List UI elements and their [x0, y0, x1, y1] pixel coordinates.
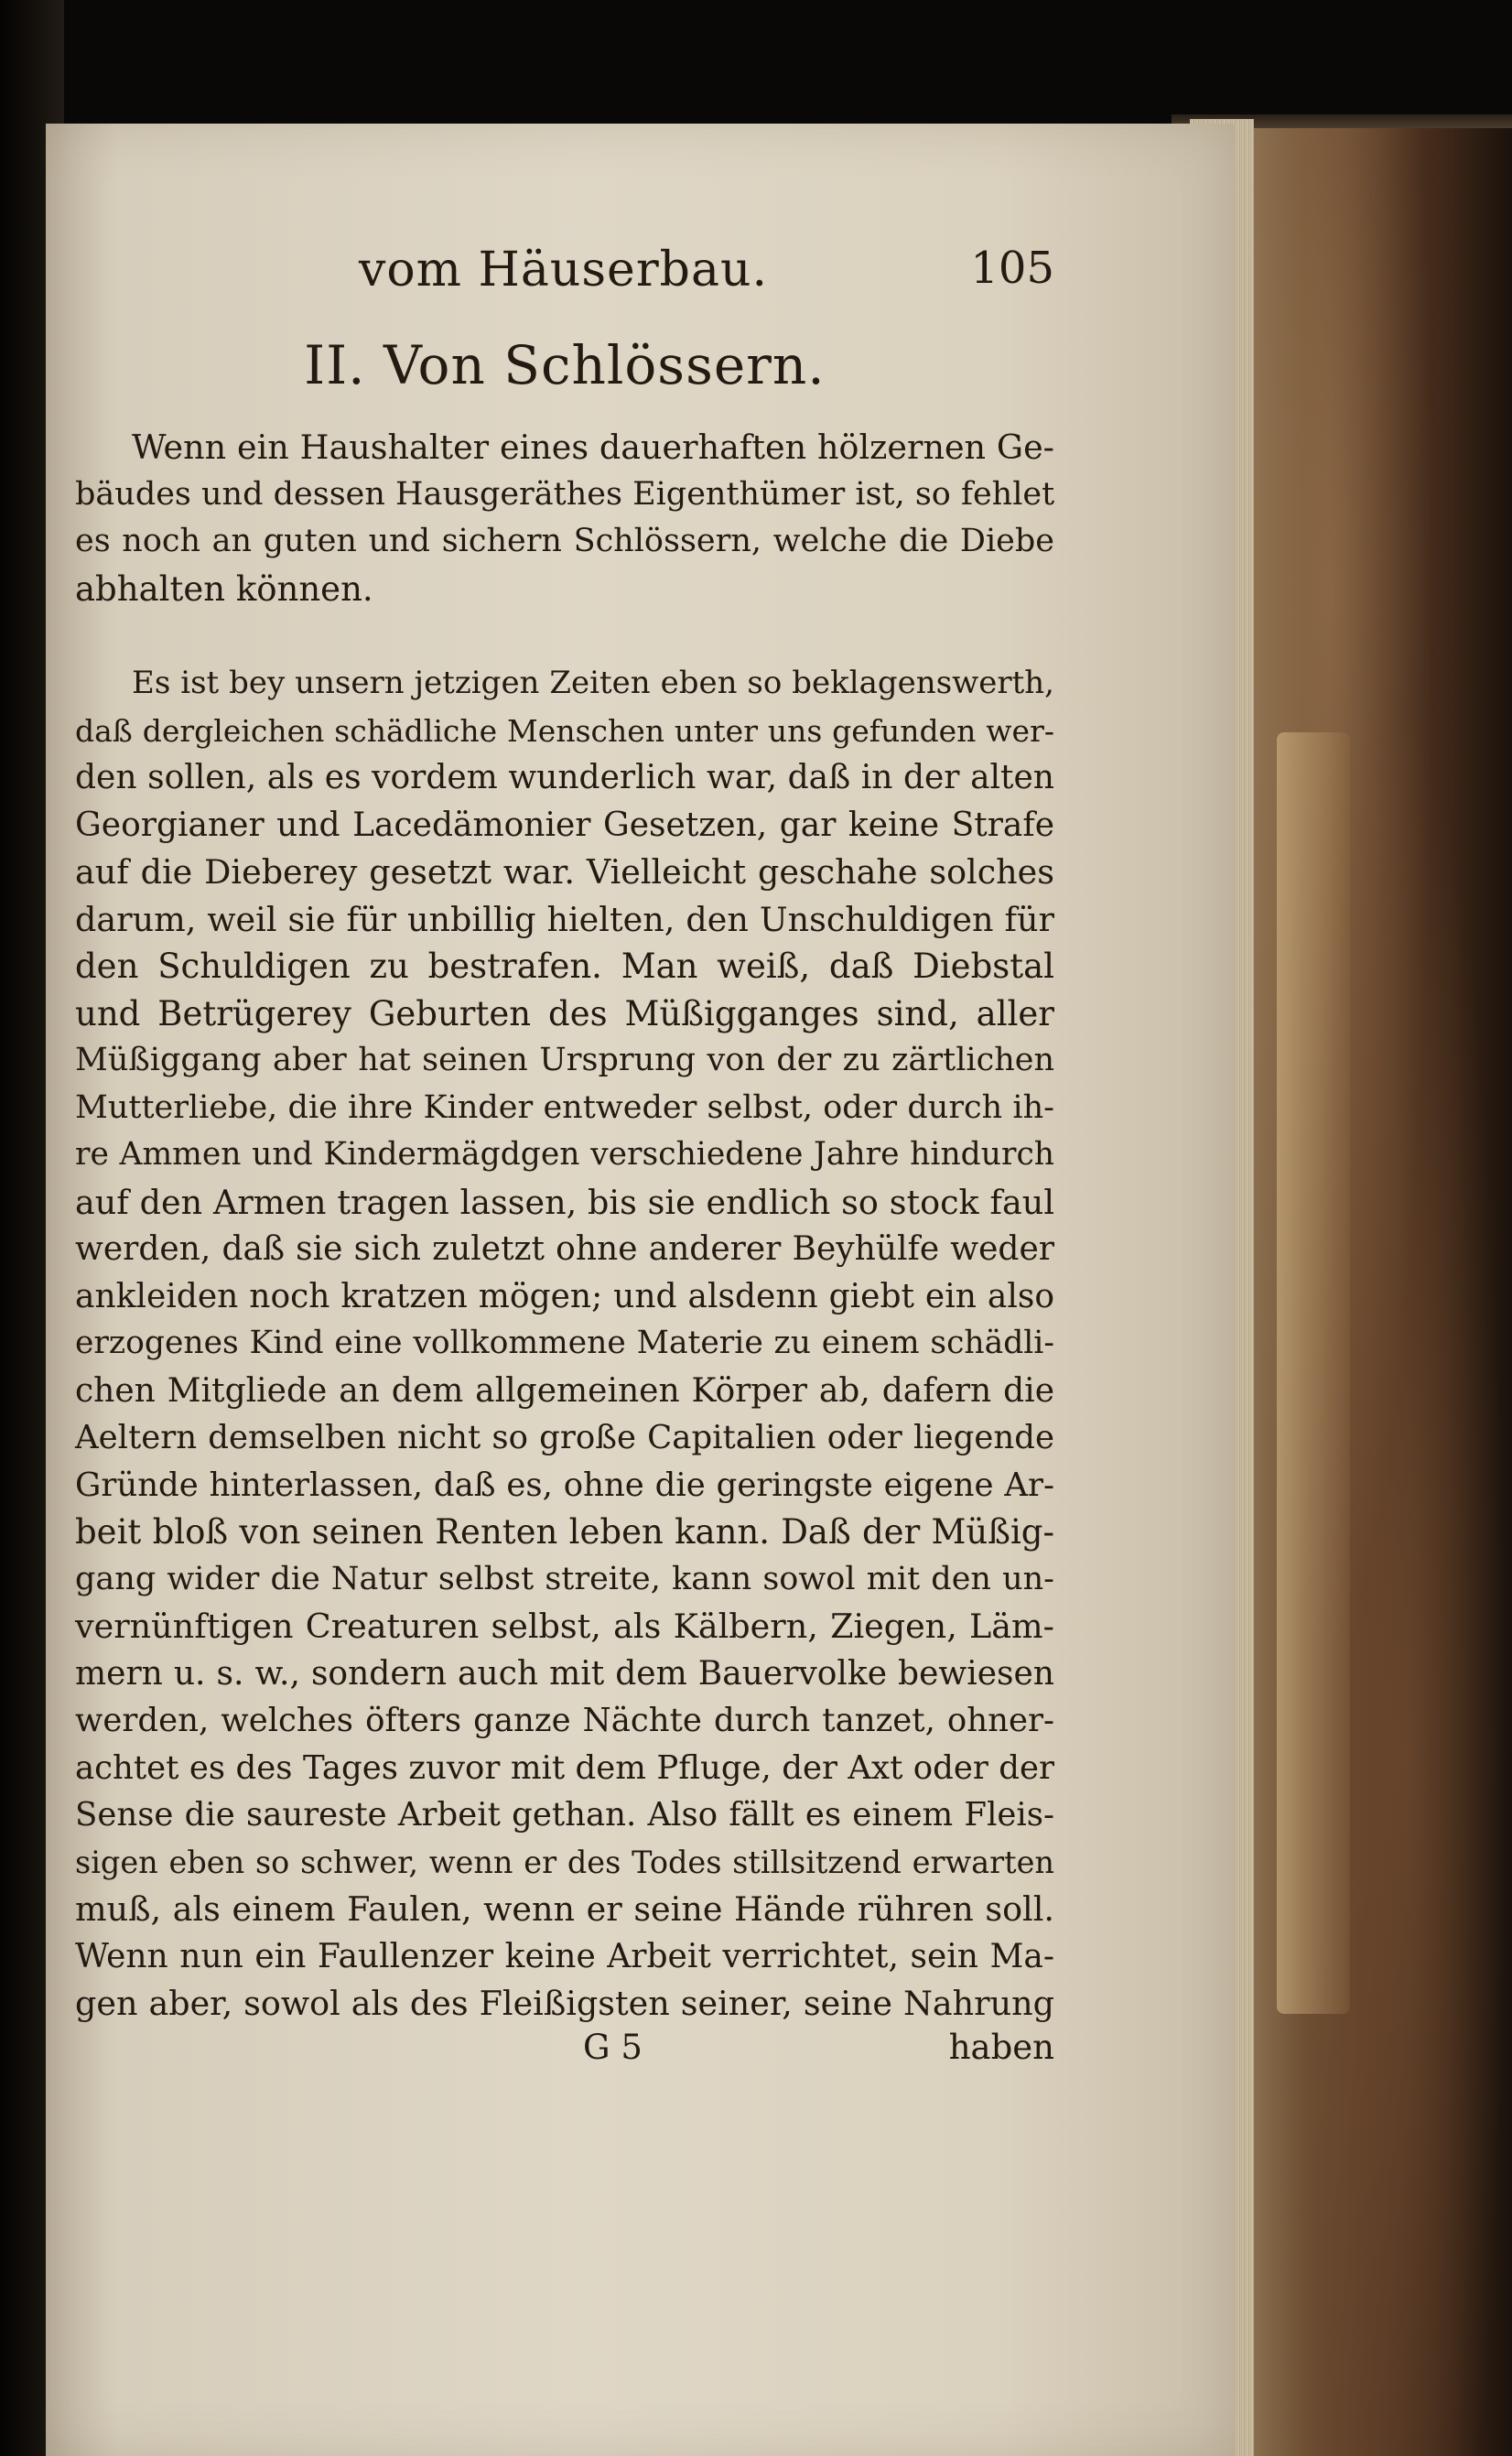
paragraph-1: [75, 424, 1054, 612]
text-line: werden, welches öfters ganze Nächte durch tanzet, ohner-: [75, 1702, 1054, 1739]
catchword: haben: [948, 2027, 1054, 2067]
paragraph-2: [75, 660, 1054, 2028]
text-line: den sollen, als es vordem wunderlich war, daß in der alten: [75, 759, 1054, 796]
text-line: daß dergleichen schädliche Menschen unter uns gefunden wer-: [75, 712, 1054, 749]
text-line: bäudes und dessen Hausgeräthes Eigenthümer ist, so fehlet: [75, 475, 1055, 513]
cover-wear: [1277, 732, 1350, 2014]
text-line: Georgianer und Lacedämonier Gesetzen, gar keine Strafe: [75, 806, 1054, 844]
running-head-title: vom Häuserbau.: [359, 243, 768, 298]
text-line: erzogenes Kind eine vollkommene Materie zu einem schädli-: [75, 1325, 1054, 1361]
text-line: den Schuldigen zu bestrafen. Man weiß, daß Diebstal: [75, 947, 1054, 986]
text-line: muß, als einem Faulen, wenn er seine Hände rühren soll.: [75, 1889, 1054, 1929]
text-line: Mutterliebe, die ihre Kinder entweder selbst, oder durch ih-: [75, 1088, 1054, 1126]
text-line: gen aber, sowol als des Fleißigsten seiner, seine Nahrung: [75, 1984, 1054, 2023]
page-number: 105: [970, 243, 1054, 294]
text-line: Wenn ein Haushalter eines dauerhaften hölzernen Ge-: [132, 427, 1054, 467]
text-line: Wenn nun ein Faullenzer keine Arbeit verrichtet, sein Ma-: [75, 1937, 1054, 1975]
text-line: chen Mitgliede an dem allgemeinen Körper ab, dafern die: [75, 1371, 1054, 1410]
text-line: achtet es des Tages zuvor mit dem Pfluge, der Axt oder der: [75, 1748, 1054, 1787]
running-head: [75, 243, 1054, 316]
text-line: werden, daß sie sich zuletzt ohne anderer Beyhülfe weder: [75, 1230, 1054, 1268]
page-footer: [75, 2028, 1054, 2078]
text-line: darum, weil sie für unbillig hielten, den Unschuldigen für: [75, 899, 1054, 939]
text-line: auf die Dieberey gesetzt war. Vielleicht geschahe solches: [75, 852, 1054, 892]
text-line: Es ist bey unsern jetzigen Zeiten eben so beklagenswerth,: [132, 665, 1054, 701]
text-line: auf den Armen tragen lassen, bis sie endlich so stock faul: [75, 1182, 1054, 1222]
text-line: gang wider die Natur selbst streite, kann sowol mit den un-: [75, 1560, 1054, 1597]
paragraph-gap: [75, 612, 1054, 660]
chapter-title: II. Von Schlössern.: [304, 334, 826, 396]
text-line: abhalten können.: [75, 568, 373, 609]
text-line: es noch an guten und sichern Schlössern, welche die Diebe: [75, 523, 1054, 559]
signature-mark: G 5: [583, 2027, 643, 2067]
text-line: Aeltern demselben nicht so große Capitalien oder liegende: [75, 1419, 1054, 1456]
text-line: re Ammen und Kindermägdgen verschiedene Jahre hindurch: [75, 1136, 1054, 1173]
text-line: beit bloß von seinen Renten leben kann. Daß der Müßig-: [75, 1512, 1054, 1552]
text-line: sigen eben so schwer, wenn er des Todes stillsitzend erwarten: [75, 1844, 1054, 1880]
text-line: mern u. s. w., sondern auch mit dem Bauervolke bewiesen: [75, 1654, 1054, 1693]
text-line: Sense die saureste Arbeit gethan. Also fällt es einem Fleis-: [75, 1796, 1054, 1834]
text-line: Müßiggang aber hat seinen Ursprung von der zu zärtlichen: [75, 1042, 1054, 1078]
text-line: Gründe hinterlassen, daß es, ohne die geringste eigene Ar-: [75, 1466, 1054, 1504]
text-line: und Betrügerey Geburten des Müßigganges sind, aller: [75, 993, 1054, 1033]
text-line: vernünftigen Creaturen selbst, als Kälbern, Ziegen, Läm-: [75, 1607, 1054, 1646]
page-text: [75, 243, 1054, 2078]
text-line: ankleiden noch kratzen mögen; und alsdenn giebt ein also: [75, 1277, 1054, 1315]
